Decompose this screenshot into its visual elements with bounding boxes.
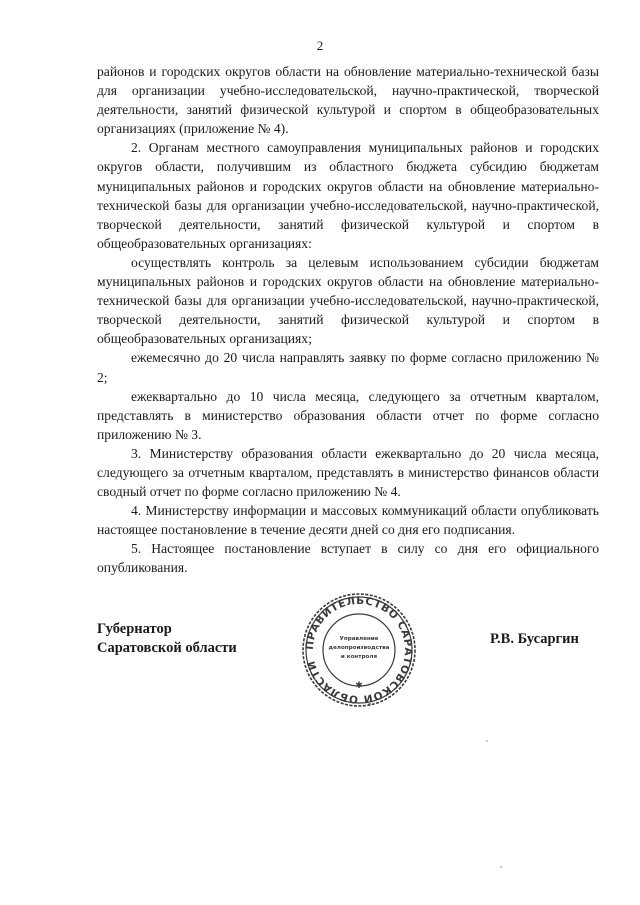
paragraph-item-5: 5. Настоящее постановление вступает в силу со дня его официального опубликования. [97, 541, 599, 576]
seal-ring-text: ПРАВИТЕЛЬСТВО САРАТОВСКОЙ ОБЛАСТИ [303, 594, 415, 706]
official-seal-stamp [297, 590, 421, 710]
paragraph-monthly-request: ежемесячно до 20 числа направлять заявку по форме согласно приложению № 2; [97, 350, 599, 385]
paragraph-continuation: районов и городских округов области на обновление материально-технической базы для организации учебно-исследовательской, научно-практической, творческой деятельности, занятий физической культурой и спортом в общеобразовательных организациях (приложение № 4). [97, 64, 599, 137]
seal-center-line-1: Управление [339, 636, 379, 642]
signatory-title [97, 620, 237, 658]
page-number: 2 [316, 38, 324, 53]
paragraph-item-4: 4. Министерству информации и массовых коммуникаций области опубликовать настоящее постановление в течение десяти дней со дня его подписания. [97, 503, 599, 538]
paragraph-item-2: 2. Органам местного самоуправления муниципальных районов и городских округов области, получившим из областного бюджета субсидию бюджетам муниципальных районов и городских округов области на обновление материально-технической базы для организации учебно-исследовательской, научно-практической, творческой деятельности, занятий физической культурой и спортом в общеобразовательных организациях: [97, 140, 599, 251]
seal-star-icon: ✱ [355, 681, 363, 691]
paragraph-quarterly-report: ежеквартально до 10 числа месяца, следующего за отчетным кварталом, представлять в министерство образования области отчет по форме согласно приложению № 3. [97, 388, 599, 442]
seal-center-line-2: делопроизводства [328, 645, 390, 651]
signatory-title-line-2: Саратовской области [97, 640, 237, 656]
scan-speck [500, 866, 502, 868]
signatory-title-line-1: Губернатор [97, 621, 172, 637]
signature-block [0, 590, 640, 710]
signatory-name: Р.В. Бусаргин [490, 631, 579, 647]
paragraph-item-3: 3. Министерству образования области ежеквартально до 20 числа месяца, следующего за отчетным кварталом, представлять в министерство финансов области сводный отчет по форме согласно приложению № 4. [97, 445, 599, 500]
body-text [97, 62, 599, 578]
scan-speck [486, 740, 488, 742]
paragraph-control: осуществлять контроль за целевым использованием субсидии бюджетам муниципальных районов и городских округов области на обновление материально-технической базы для организации учебно-исследовательской, научно-практической, творческой деятельности, занятий физической культурой и спортом в общеобразовательных организациях; [97, 254, 599, 347]
seal-center-line-3: и контроля [340, 654, 378, 660]
